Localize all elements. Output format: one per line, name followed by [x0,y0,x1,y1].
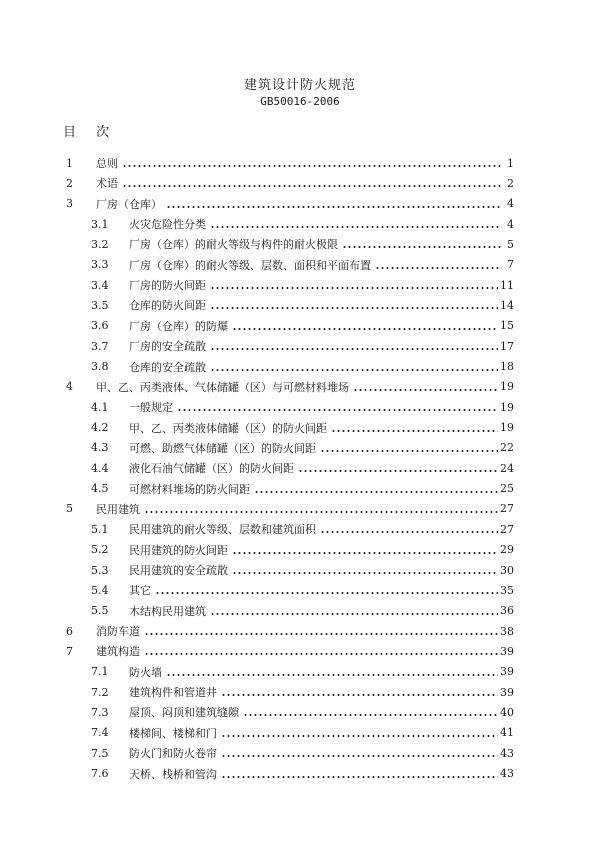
toc-entry-page: 19 [500,400,514,414]
toc-entry-title: 其它 [129,584,151,598]
toc-entry-page: 39 [500,665,514,679]
toc-leader-dots [144,511,498,513]
toc-entry-title: 甲、乙、丙类液体、气体储罐（区）与可燃材料堆场 [96,380,349,394]
toc-entry[interactable] [91,438,514,458]
toc-leader-dots [210,348,498,350]
toc-entry-number: 3.5 [91,298,109,312]
toc-entry-number: 5.4 [91,583,109,597]
toc-entry[interactable] [91,519,514,539]
toc-entry-page: 1 [507,156,514,170]
toc-entry[interactable] [66,153,514,173]
toc-entry-number: 6 [66,624,73,638]
toc-entry-number: 7.4 [91,726,109,740]
toc-entry-number: 4.2 [91,421,109,435]
standard-code: GB50016-2006 [260,95,340,108]
toc-entry-page: 39 [500,685,514,699]
toc-entry-number: 3.7 [91,339,109,353]
toc-entry-number: 7.2 [91,685,109,699]
toc-entry-title: 屋顶、闷顶和建筑缝隙 [129,706,239,720]
toc-entry[interactable] [91,682,514,702]
toc-entry-number: 4.1 [91,400,109,414]
toc-leader-dots [210,226,502,228]
toc-entry-title: 消防车道 [96,625,140,639]
toc-entry-number: 3 [66,197,73,211]
toc-entry[interactable] [91,418,514,438]
toc-entry-page: 41 [500,726,514,740]
toc-entry[interactable] [91,723,514,743]
toc-leader-dots [232,328,498,330]
toc-entry[interactable] [91,316,514,336]
toc-leader-dots [155,592,498,594]
toc-leader-dots [166,206,502,208]
toc-leader-dots [210,307,498,309]
toc-entry-page: 5 [507,237,514,251]
toc-entry[interactable] [91,275,514,295]
toc-leader-dots [221,694,498,696]
toc-entry-title: 仓库的安全疏散 [129,360,206,374]
toc-entry[interactable] [91,601,514,621]
toc-entry-number: 4 [66,380,73,394]
toc-entry-title: 厂房的安全疏散 [129,340,206,354]
toc-entry-page: 4 [507,197,514,211]
toc-heading: 目 次 [63,125,118,140]
toc-entry-page: 27 [500,522,514,536]
toc-entry-number: 3.3 [91,258,109,272]
toc-entry-title: 仓库的防火间距 [129,299,206,313]
toc-leader-dots [144,633,498,635]
toc-entry-page: 35 [500,583,514,597]
toc-entry[interactable] [66,173,514,193]
document-title: 建筑设计防火规范 [243,78,356,93]
toc-entry-page: 43 [500,746,514,760]
toc-entry[interactable] [91,479,514,499]
toc-entry[interactable] [91,255,514,275]
toc-leader-dots [221,735,498,737]
toc-entry-page: 43 [500,767,514,780]
toc-leader-dots [320,450,498,452]
toc-entry[interactable] [91,743,514,763]
toc-entry[interactable] [91,764,514,784]
toc-leader-dots [122,185,502,187]
toc-entry-title: 楼梯间、楼梯和门 [129,726,217,740]
toc-leader-dots [320,531,498,533]
toc-entry[interactable] [66,499,514,519]
toc-entry-title: 厂房（仓库） [96,197,162,211]
toc-entry[interactable] [91,234,514,254]
toc-entry-page: 19 [500,421,514,435]
toc-entry-page: 2 [507,176,514,190]
toc-entry[interactable] [91,702,514,722]
toc-entry-title: 建筑构造 [96,645,140,659]
toc-entry[interactable] [66,377,514,397]
toc-entry-title: 厂房（仓库）的耐火等级、层数、面积和平面布置 [129,258,371,272]
toc-entry[interactable] [91,560,514,580]
toc-entry[interactable] [91,336,514,356]
toc-entry-page: 39 [500,644,514,658]
toc-leader-dots [210,369,498,371]
toc-entry[interactable] [91,397,514,417]
toc-entry-title: 可燃材料堆场的防火间距 [129,482,250,496]
toc-entry-page: 22 [500,441,514,455]
toc-entry-title: 民用建筑的耐火等级、层数和建筑面积 [129,523,316,537]
toc-leader-dots [375,267,502,269]
toc-entry-page: 19 [500,380,514,394]
toc-entry[interactable] [91,357,514,377]
toc-entry-title: 民用建筑的防火间距 [129,543,228,557]
toc-entry-title: 防火墙 [129,665,162,679]
toc-entry-page: 27 [500,502,514,516]
toc-entry[interactable] [91,580,514,600]
toc-leader-dots [232,572,498,574]
toc-entry-number: 7.1 [91,665,109,679]
toc-entry-title: 甲、乙、丙类液体储罐（区）的防火间距 [129,421,327,435]
toc-entry-title: 液化石油气储罐（区）的防火间距 [129,462,294,476]
toc-entry-number: 1 [66,156,73,170]
toc-entry[interactable] [91,214,514,234]
toc-entry[interactable] [66,194,514,214]
toc-leader-dots [221,776,498,778]
toc-entry-page: 36 [500,604,514,618]
toc-leader-dots [232,552,498,554]
toc-leader-dots [243,714,498,716]
toc-entry-page: 29 [500,543,514,557]
toc-entry-number: 7 [66,644,73,658]
toc-entry[interactable] [91,295,514,315]
toc-entry[interactable] [91,662,514,682]
toc-leader-dots [342,246,502,248]
toc-entry-page: 25 [500,482,514,496]
toc-entry-number: 5.5 [91,604,109,618]
toc-entry-number: 3.1 [91,217,109,231]
toc-entry-number: 5 [66,502,73,516]
toc-leader-dots [144,653,498,655]
toc-entry-number: 2 [66,176,73,190]
toc-leader-dots [254,491,498,493]
toc-entry-title: 可燃、助燃气体储罐（区）的防火间距 [129,441,316,455]
toc-entry-title: 总则 [96,157,118,170]
toc-entry-title: 厂房（仓库）的防爆 [129,319,228,333]
toc-entry-number: 4.4 [91,461,109,475]
toc-entry-title: 术语 [96,177,118,191]
toc-entry-title: 火灾危险性分类 [129,218,206,232]
toc-leader-dots [298,470,498,472]
toc-entry-number: 3.4 [91,278,109,292]
toc-leader-dots [177,409,498,411]
toc-entry-title: 木结构民用建筑 [129,604,206,618]
toc-entry[interactable] [91,540,514,560]
toc-leader-dots [122,165,502,167]
toc-entry-number: 4.5 [91,482,109,496]
toc-entry-page: 18 [500,360,514,373]
toc-entry-title: 防火门和防火卷帘 [129,747,217,761]
toc-entry-page: 40 [500,705,514,719]
toc-entry-title: 一般规定 [129,401,173,415]
toc-entry-number: 5.1 [91,522,109,536]
toc-entry-page: 15 [500,319,514,333]
toc-entry-page: 38 [500,624,514,638]
toc-entry-title: 厂房（仓库）的耐火等级与构件的耐火极限 [129,238,338,252]
toc-entry-page: 30 [500,563,514,577]
toc-entry[interactable] [91,458,514,478]
toc-entry-number: 7.3 [91,705,109,719]
toc-entry-title: 厂房的防火间距 [129,279,206,293]
toc-entry-title: 建筑构件和管道井 [129,686,217,700]
toc-entry-title: 民用建筑的安全疏散 [129,564,228,577]
toc-leader-dots [353,389,498,391]
toc-entry-number: 7.6 [91,767,109,780]
toc-leader-dots [331,430,498,432]
toc-entry-page: 11 [500,278,514,292]
toc-entry-page: 7 [507,258,514,272]
toc-entry-number: 5.3 [91,563,109,577]
toc-entry-number: 3.8 [91,360,109,373]
toc-leader-dots [166,674,498,676]
toc-leader-dots [210,613,498,615]
toc-entry-number: 4.3 [91,441,109,455]
toc-entry-number: 3.2 [91,237,109,251]
toc-entry-number: 3.6 [91,319,109,333]
toc-entry-page: 17 [500,339,514,353]
toc-entry-page: 4 [507,217,514,231]
toc-entry-number: 7.5 [91,746,109,760]
toc-entry[interactable] [66,621,514,641]
toc-entry-number: 5.2 [91,543,109,557]
toc-entry[interactable] [66,641,514,661]
toc-entry-page: 14 [500,298,514,312]
toc-entry-title: 民用建筑 [96,502,140,516]
toc-entry-page: 24 [500,461,514,475]
toc-entry-title: 天桥、栈桥和管沟 [129,767,217,781]
toc-leader-dots [221,755,498,757]
toc-leader-dots [210,287,498,289]
